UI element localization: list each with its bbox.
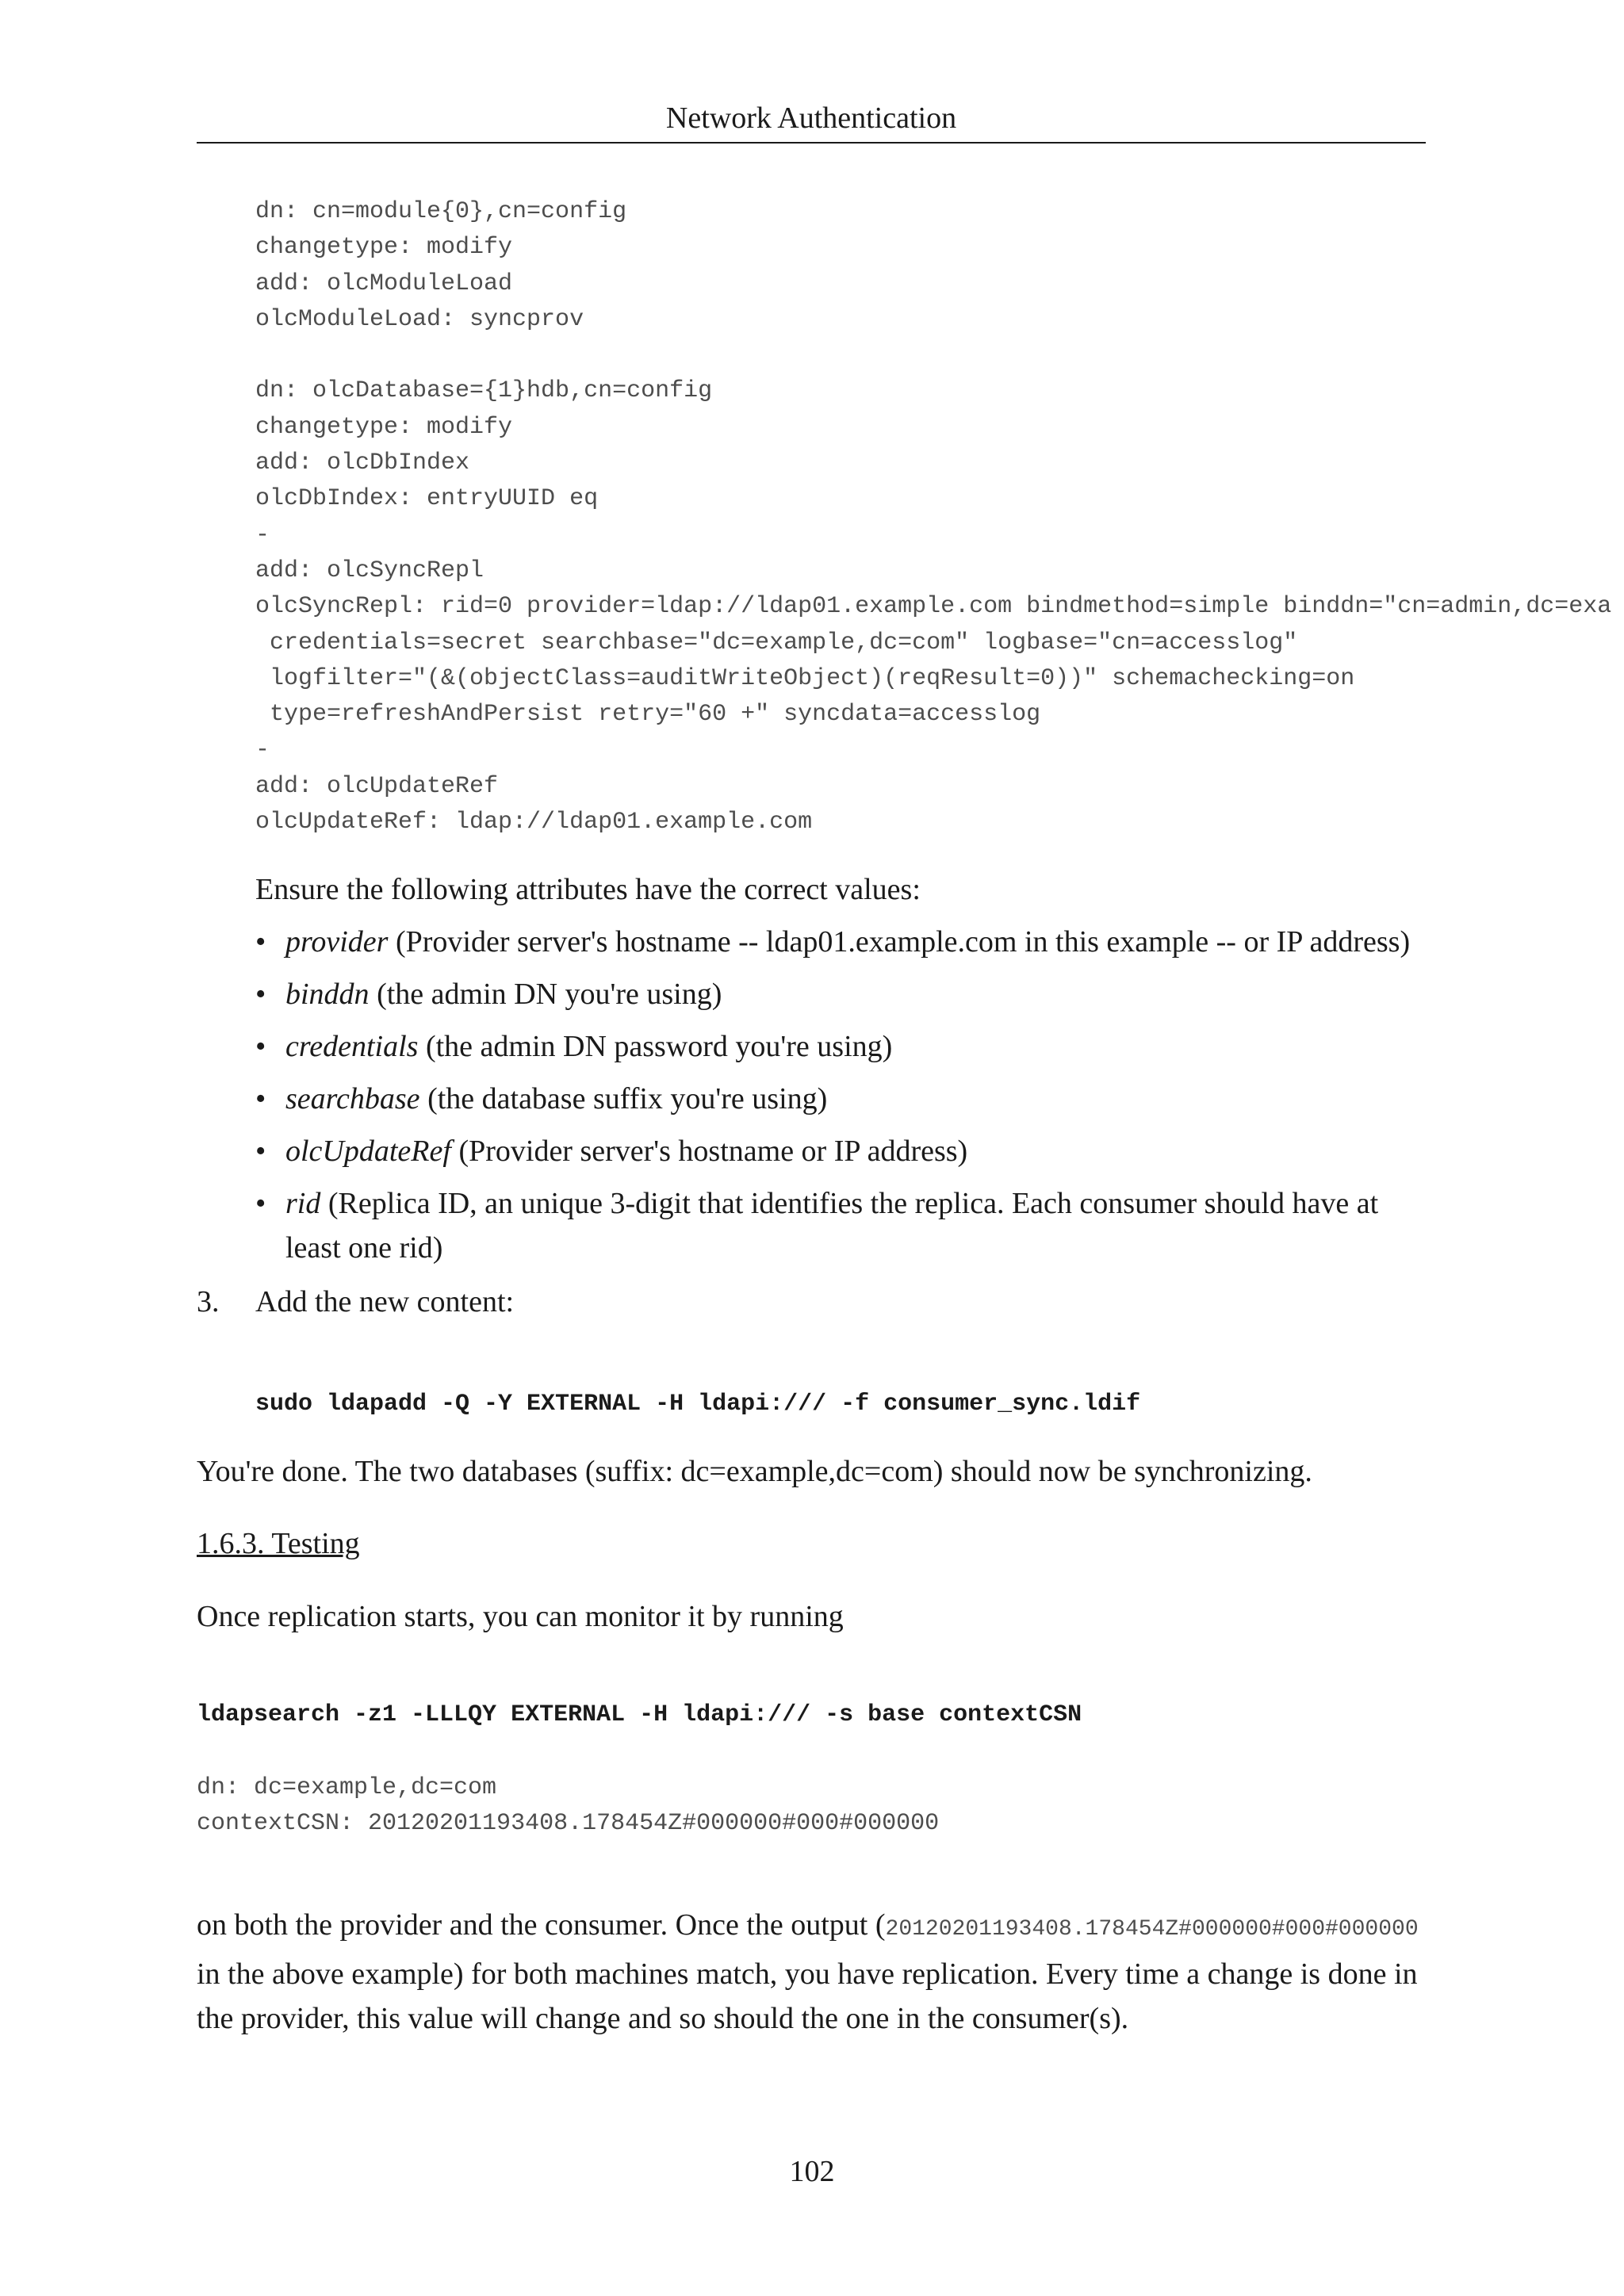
ldif-code-block	[255, 194, 1611, 840]
ldapadd-command: sudo ldapadd -Q -Y EXTERNAL -H ldapi:/// -f consumer_sync.ldif	[255, 1391, 1141, 1418]
attribute-item	[255, 1129, 1429, 1173]
attribute-desc: (the admin DN password you're using)	[418, 1030, 893, 1063]
output-line: contextCSN: 20120201193408.178454Z#000000#000#000000	[197, 1810, 940, 1838]
page-number: 102	[789, 2155, 835, 2188]
bullet-icon: •	[255, 1030, 266, 1063]
code-line: changetype: modify	[255, 413, 513, 441]
code-line: olcSyncRepl: rid=0 provider=ldap://ldap01.example.com bindmethod=simple binddn="cn=admin,dc=exa	[255, 593, 1612, 621]
attribute-term: rid	[285, 1187, 321, 1220]
code-line: -	[255, 737, 270, 764]
step-text: Add the new content:	[255, 1285, 515, 1318]
code-line: add: olcUpdateRef	[255, 772, 499, 800]
code-line: olcModuleLoad: syncprov	[255, 305, 584, 333]
attributes-intro: Ensure the following attributes have the correct values:	[255, 873, 921, 906]
running-header: Network Authentication	[665, 101, 957, 135]
code-line: dn: olcDatabase={1}hdb,cn=config	[255, 377, 713, 405]
section-heading: 1.6.3. Testing	[197, 1527, 360, 1560]
closing-text-before: on both the provider and the consumer. Once the output (	[197, 1908, 886, 1942]
ldapsearch-command: ldapsearch -z1 -LLLQY EXTERNAL -H ldapi:/// -s base contextCSN	[197, 1701, 1082, 1728]
attribute-desc: (Provider server's hostname or IP address)	[450, 1135, 968, 1168]
attribute-desc: (Provider server's hostname -- ldap01.example.com in this example -- or IP address)	[388, 925, 1411, 959]
attribute-item	[255, 1024, 1429, 1069]
bullet-icon: •	[255, 925, 266, 959]
code-line: type=refreshAndPersist retry="60 +" syncdata=accesslog	[255, 701, 1041, 729]
attribute-term: binddn	[285, 978, 370, 1011]
attribute-desc: (the admin DN you're using)	[369, 978, 722, 1011]
context-csn-inline: 20120201193408.178454Z#000000#000#000000	[885, 1917, 1419, 1942]
output-line: dn: dc=example,dc=com	[197, 1774, 497, 1801]
attribute-term: credentials	[285, 1030, 419, 1063]
code-line: changetype: modify	[255, 234, 513, 262]
attribute-item	[255, 1181, 1429, 1270]
code-line: add: olcDbIndex	[255, 450, 470, 477]
attribute-term: searchbase	[285, 1082, 420, 1115]
code-line: logfilter="(&(objectClass=auditWriteObject)(reqResult=0))" schemachecking=on	[255, 664, 1355, 692]
ldapsearch-output	[197, 1770, 939, 1843]
attribute-item	[255, 972, 1429, 1016]
attribute-term: olcUpdateRef	[285, 1135, 451, 1168]
attribute-term: provider	[285, 925, 389, 959]
closing-text-after: in the above example) for both machines match, you have replication. Every time a change is done in the provider, this value will change and so should the one in the consumer(s).	[197, 1957, 1418, 2035]
code-line: add: olcSyncRepl	[255, 557, 485, 584]
code-line: add: olcModuleLoad	[255, 270, 513, 297]
bullet-icon: •	[255, 1082, 266, 1115]
code-line: dn: cn=module{0},cn=config	[255, 198, 627, 225]
step-number: 3.	[197, 1285, 220, 1318]
bullet-icon: •	[255, 978, 266, 1011]
code-line: olcUpdateRef: ldap://ldap01.example.com	[255, 809, 813, 836]
code-line: credentials=secret searchbase="dc=example,dc=com" logbase="cn=accesslog"	[255, 629, 1298, 656]
attribute-desc: (Replica ID, an unique 3-digit that identifies the replica. Each consumer should have at least one rid)	[285, 1187, 1379, 1265]
closing-paragraph	[197, 1903, 1434, 2041]
code-line: -	[255, 521, 270, 549]
done-text: You're done. The two databases (suffix: dc=example,dc=com) should now be synchronizing.	[197, 1455, 1312, 1488]
code-line: olcDbIndex: entryUUID eq	[255, 485, 599, 513]
attribute-item	[255, 1077, 1429, 1121]
attribute-item	[255, 920, 1429, 964]
bullet-icon: •	[255, 1135, 266, 1168]
attribute-list	[255, 920, 1429, 1278]
bullet-icon: •	[255, 1187, 266, 1220]
attribute-desc: (the database suffix you're using)	[419, 1082, 828, 1115]
section-intro: Once replication starts, you can monitor it by running	[197, 1600, 844, 1633]
